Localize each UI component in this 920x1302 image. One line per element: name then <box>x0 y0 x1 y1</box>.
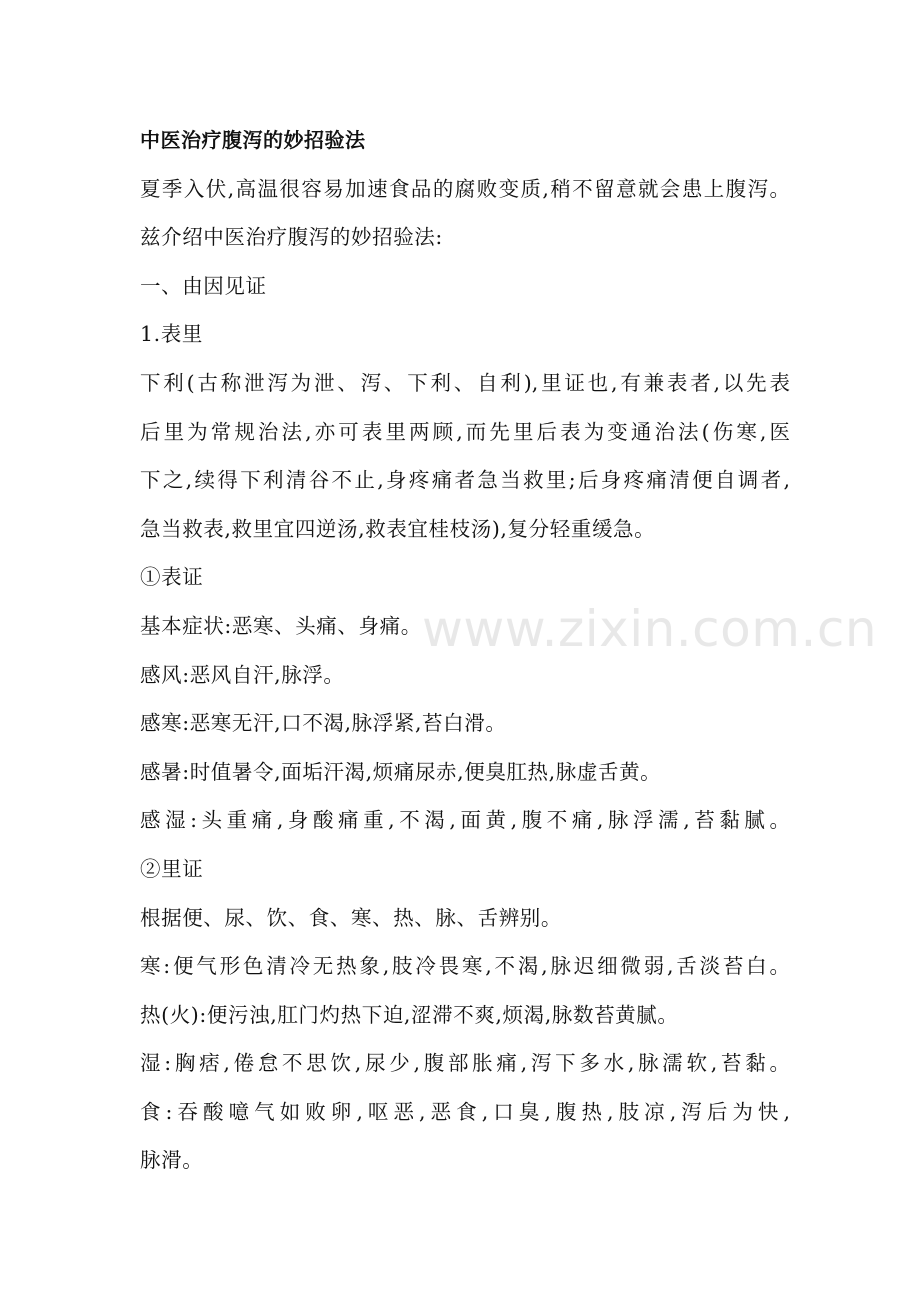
biaozheng-item: 感寒:恶寒无汗,口不渴,脉浮紧,苔白滑。 <box>140 711 507 736</box>
subsection-heading: 1.表里 <box>140 322 203 347</box>
paragraph-line: 后里为常规治法,亦可表里两顾,而先里后表为变通治法(伤寒,医 <box>140 419 790 444</box>
document-page <box>140 116 790 1185</box>
biaozheng-item: 基本症状:恶寒、头痛、身痛。 <box>140 613 422 638</box>
lizheng-item: 脉滑。 <box>140 1148 204 1173</box>
intro-line: 兹介绍中医治疗腹泻的妙招验法: <box>140 225 443 250</box>
biaozheng-item: 感暑:时值暑令,面垢汗渴,烦痛尿赤,便臭肛热,脉虚舌黄。 <box>140 759 662 784</box>
paragraph-line: 下利(古称泄泻为泄、泻、下利、自利),里证也,有兼表者,以先表 <box>140 370 790 395</box>
lizheng-heading: ②里证 <box>140 856 204 881</box>
lizheng-item: 寒:便气形色清冷无热象,肢冷畏寒,不渴,脉迟细微弱,舌淡苔白。 <box>140 954 790 979</box>
paragraph-line: 下之,续得下利清谷不止,身疼痛者急当救里;后身疼痛清便自调者, <box>140 468 790 493</box>
biaozheng-heading: ①表证 <box>140 565 204 590</box>
paragraph-line: 急当救表,救里宜四逆汤,救表宜桂枝汤),复分轻重缓急。 <box>140 516 656 541</box>
watermark: www.zixin.com.cn <box>422 600 878 658</box>
section-heading: 一、由因见证 <box>140 273 267 298</box>
biaozheng-item: 感风:恶风自汗,脉浮。 <box>140 662 345 687</box>
document-title: 中医治疗腹泻的妙招验法 <box>140 128 366 152</box>
lizheng-item: 湿:胸痞,倦怠不思饮,尿少,腹部胀痛,泻下多水,脉濡软,苔黏。 <box>140 1051 790 1076</box>
lizheng-item: 根据便、尿、饮、食、寒、热、脉、舌辨别。 <box>140 905 562 930</box>
intro-line: 夏季入伏,高温很容易加速食品的腐败变质,稍不留意就会患上腹泻。 <box>140 176 790 201</box>
lizheng-item: 食:吞酸噫气如败卵,呕恶,恶食,口臭,腹热,肢凉,泻后为快, <box>140 1099 790 1124</box>
biaozheng-item: 感湿:头重痛,身酸痛重,不渴,面黄,腹不痛,脉浮濡,苔黏腻。 <box>140 808 790 833</box>
lizheng-item: 热(火):便污浊,肛门灼热下迫,涩滞不爽,烦渴,脉数苔黄腻。 <box>140 1002 679 1027</box>
